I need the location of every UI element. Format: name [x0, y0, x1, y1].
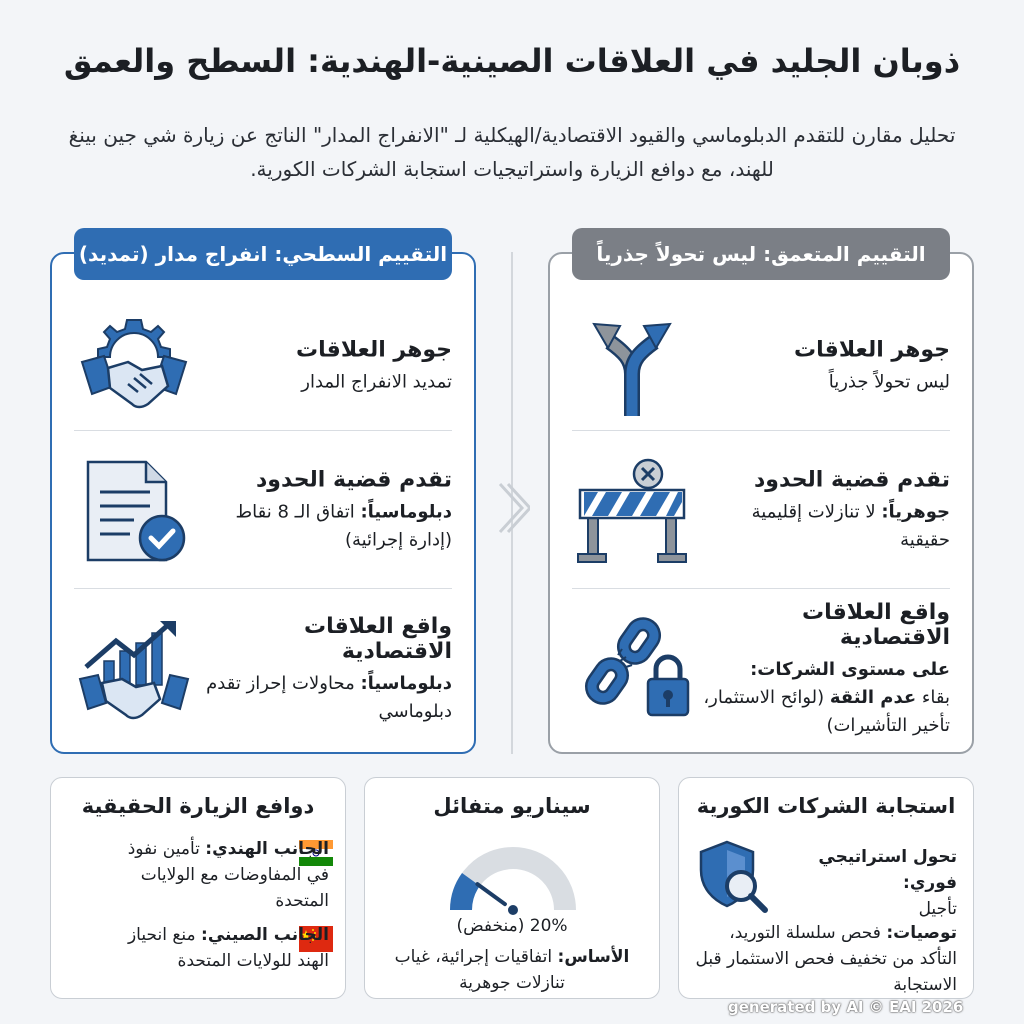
gauge-needle	[477, 884, 505, 904]
row-body-lead: جوهرياً:	[881, 501, 950, 523]
row-title: جوهر العلاقات	[296, 337, 452, 363]
row-body-text: محاولات إحراز تقدم دبلوماسي	[206, 673, 452, 722]
row-body	[702, 656, 950, 740]
row-body-lead: على مستوى الشركات:	[750, 659, 950, 680]
page-subtitle: تحليل مقارن للتقدم الدبلوماسي والقيود الاقتصادية/الهيكلية لـ "الانفراج المدار" الناتج عن زيارة شي جين بينغ للهند، مع دوافع الزيارة واستراتيجيات استجابة الشركات الكورية.	[68, 123, 956, 181]
india-motive-text: تأمين نفوذ في المفاوضات مع الولايات المتحدة	[127, 839, 329, 911]
visit-motives-card	[50, 777, 346, 999]
row-body-lead: دبلوماسياً:	[360, 501, 452, 523]
row-body	[204, 670, 452, 726]
row-body-lead: دبلوماسياً:	[360, 673, 452, 694]
china-motive-text: منع انحياز الهند للولايات المتحدة	[127, 925, 329, 971]
surface-assessment-panel	[50, 242, 476, 754]
row-body-text-pre: بقاء	[921, 687, 950, 708]
broken-chain-lock-icon	[572, 615, 692, 725]
india-motive-lead: الجانب الهندي:	[205, 839, 329, 859]
india-motive	[117, 836, 329, 914]
strategic-shift	[783, 844, 957, 922]
row-title: تقدم قضية الحدود	[256, 467, 452, 493]
document-check-icon	[74, 456, 194, 566]
row-body-text: اتفاق الـ 8 نقاط (إدارة إجرائية)	[235, 501, 452, 551]
deep-row-border-issue	[572, 434, 950, 589]
row-body	[204, 499, 452, 555]
strategic-shift-lead: تحول استراتيجي فوري:	[818, 847, 957, 893]
row-title: واقع العلاقات الاقتصادية	[801, 600, 950, 650]
recommendations-lead: توصيات:	[886, 923, 957, 943]
watermark: generated by AI © EAI 2026	[728, 998, 964, 1016]
korean-response-card	[678, 777, 974, 999]
row-body	[702, 499, 950, 555]
handshake-gear-icon	[74, 312, 194, 422]
china-motive-lead: الجانب الصيني:	[201, 925, 329, 945]
scenario-basis-lead: الأساس:	[557, 947, 630, 967]
recommendations-text: فحص سلسلة التوريد، التأكد من تخفيف فحص الاستثمار قبل الاستجابة	[695, 923, 957, 995]
scenario-basis-text: اتفاقيات إجرائية، غياب تنازلات جوهرية	[394, 947, 565, 993]
fork-arrow-icon	[572, 312, 692, 422]
card-title: سيناريو متفائل	[433, 794, 591, 818]
probability-gauge	[447, 840, 579, 920]
row-title: واقع العلاقات الاقتصادية	[303, 614, 452, 664]
row-title: جوهر العلاقات	[794, 337, 950, 363]
scenario-basis	[377, 944, 647, 996]
row-body-text-post: (لوائح الاستثمار، تأخير التأشيرات)	[703, 687, 950, 736]
page-title: ذوبان الجليد في العلاقات الصينية-الهندية: السطح والعمق	[63, 42, 961, 80]
chevron-right-icon	[496, 480, 530, 536]
surface-row-economic-reality	[74, 592, 452, 748]
recommendations	[693, 920, 957, 998]
roadblock-icon	[572, 456, 692, 566]
surface-row-border-issue	[74, 434, 452, 589]
row-body: تمديد الانفراج المدار	[301, 371, 452, 393]
deep-row-economic-reality	[572, 592, 950, 748]
shield-search-icon	[693, 836, 773, 916]
row-body: ليس تحولاً جذرياً	[828, 371, 950, 393]
card-title: دوافع الزيارة الحقيقية	[81, 794, 315, 818]
deep-assessment-tag: التقييم المتعمق: ليس تحولاً جذرياً	[572, 228, 950, 280]
card-title: استجابة الشركات الكورية	[696, 794, 956, 818]
deep-row-relations-core	[572, 304, 950, 431]
row-body-text-bold: عدم الثقة	[829, 687, 917, 708]
gauge-fill	[461, 879, 471, 910]
china-motive	[117, 922, 329, 974]
surface-assessment-tag: التقييم السطحي: انفراج مدار (تمديد)	[74, 228, 452, 280]
gauge-value: 20% (منخفض)	[456, 916, 568, 936]
strategic-shift-text: تأجيل	[918, 899, 957, 919]
handshake-growth-icon	[74, 615, 194, 725]
row-body-text: لا تنازلات إقليمية حقيقية	[751, 501, 950, 551]
optimistic-scenario-card	[364, 777, 660, 999]
row-title: تقدم قضية الحدود	[754, 467, 950, 493]
surface-row-relations-core	[74, 304, 452, 431]
deep-assessment-panel	[548, 242, 974, 754]
